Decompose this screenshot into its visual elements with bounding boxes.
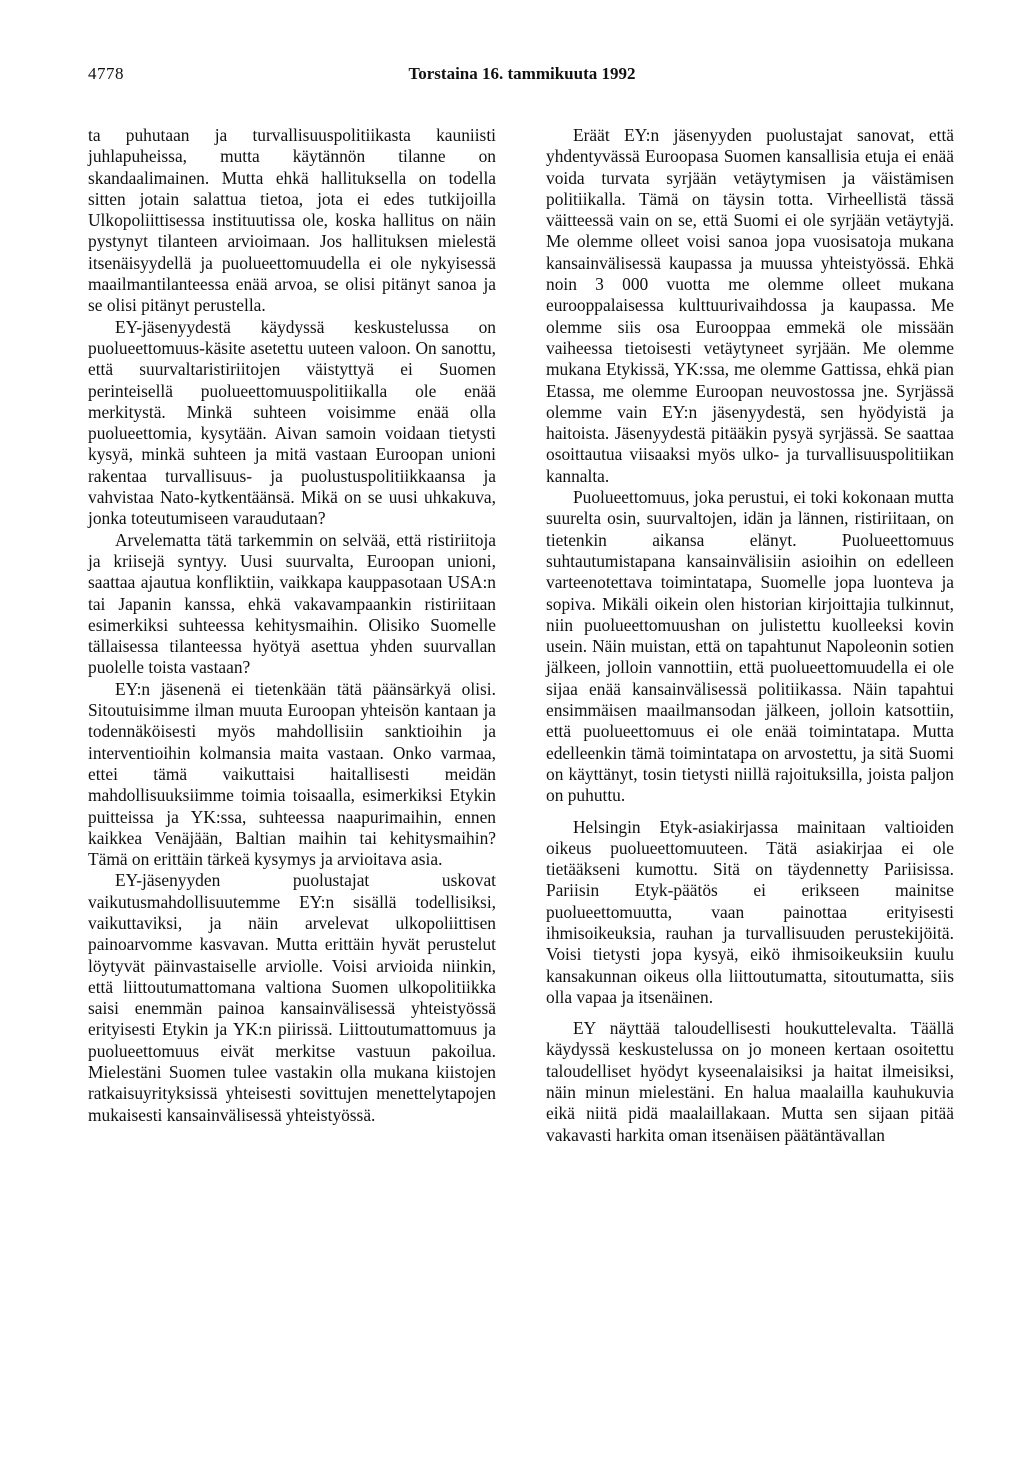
page-number: 4778 xyxy=(88,64,124,83)
paragraph: Puolueettomuus, joka perustui, ei toki kokonaan mutta suurelta osin, suurvaltojen, idän ja lännen, ristiriitaan, on tietenkin aikansa elänyt. Puolueettomuus suhtautumistapana kansainvälisiin asioihin on edelleen varteenotettava toimintatapa, Suomelle jopa luonteva ja sopiva. Mikäli oikein olen historian kirjoittajia tulkinnut, niin puolueettomuushan on julistettu kuolleeksi kovin usein. Näin muistan, että on tapahtunut Napoleonin sotien jälkeen, jolloin vannottiin, että puolueettomuudella ei ole sijaa enää kansainvälisessä politiikassa. Näin tapahtui ensimmäisen maailmansodan jälkeen, jolloin katsottiin, että puolueettomuus ei ole enää toimintatapa. Mutta edelleenkin tämä toimintatapa on arvostettu, ja sitä Suomi on käyttänyt, tosin tietysti niillä rajoituksilla, joista paljon on puhuttu. xyxy=(546,487,954,806)
right-column xyxy=(546,125,954,1146)
left-column xyxy=(88,125,496,1126)
page-header xyxy=(88,64,956,86)
paragraph: Eräät EY:n jäsenyyden puolustajat sanovat, että yhdentyvässä Euroopasa Suomen kansallisia etuja ei enää voida turvata syrjään vetäytymisen ja väistämisen politiikalla. Tämä on täysin totta. Virheellistä tässä väitteessä vain on se, että Suomi ei ole syrjään vetäytyjä. Me olemme olleet voisi sanoa jopa vuosisatoja mukana kansainvälisessä kaupassa ja muussa yhteistyössä. Ehkä noin 3 000 vuotta me olemme olleet mukana eurooppalaisessa kulttuurivaihdossa ja kaupassa. Me olemme siis osa Eurooppaa emmekä ole missään vaiheessa tietoisesti vetäytyneet syrjään. Me olemme mukana Etykissä, YK:ssa, me olemme Gattissa, ehkä pian Etassa, me olemme Euroopan neuvostossa jne. Syrjässä olemme vain EY:n jäsenyydestä, sen hyödyistä ja haitoista. Jäsenyydestä pitääkin pysyä syrjässä. Se saattaa osoittautua viisaaksi myös ulko- ja turvallisuuspolitiikan kannalta. xyxy=(546,125,954,486)
paragraph: ta puhutaan ja turvallisuuspolitiikasta kauniisti juhlapuheissa, mutta käytännön tilanne on skandaalimainen. Mutta ehkä hallituksella on todella sitten jotain salattua tietoa, jota ei edes tutkijoilla Ulkopoliittisessa instituutissa ole, koska hallitus on näin pystynyt tilanteen arvioimaan. Jos hallituksen mielestä itsenäisyydellä ja puolueettomuudella ei ole nykyisessä maailmantilanteessa enää arvoa, se olisi pitänyt sanoa ja se olisi pitänyt perustella. xyxy=(88,125,496,316)
paragraph: EY-jäsenyydestä käydyssä keskustelussa on puolueettomuus-käsite asetettu uuteen valoon. On sanottu, että suurvaltaristiriitojen väistyttyä ei Suomen perinteisellä puolueettomuuspolitiikalla ole enää merkitystä. Minkä suhteen voisimme enää olla puolueettomia, kysytään. Aivan samoin voidaan tietysti kysyä, minkä suhteen ja mitä vastaan Euroopan unioni rakentaa turvallisuus- ja puolustuspolitiikkaansa ja vahvistaa Nato-kytkentäänsä. Mikä on se uusi uhkakuva, jonka toteutumiseen varaudutaan? xyxy=(88,316,496,529)
paragraph: EY-jäsenyyden puolustajat uskovat vaikutusmahdollisuutemme EY:n sisällä todellisiksi, vaikuttaviksi, ja näin arvelevat ulkopoliittisen painoarvomme kasvavan. Mutta erittäin hyvät perustelut löytyvät päinvastaiselle arviolle. Voisi arvioida niinkin, että liittoutumattomana valtiona Suomen ulkopolitiikka saisi enemmän painoa kansainvälisessä yhteistyössä erityisesti Etykin ja YK:n piirissä. Liittoutumattomuus ja puolueettomuus eivät merkitse vastuun pakoilua. Mielestäni Suomen tulee vastakin olla mukana kiistojen ratkaisuyrityksissä yhteisesti sovittujen menettelytapojen mukaisesti kansainvälisessä yhteistyössä. xyxy=(88,870,496,1125)
session-date-heading: Torstaina 16. tammikuuta 1992 xyxy=(408,64,636,83)
paragraph: Helsingin Etyk-asiakirjassa mainitaan valtioiden oikeus puolueettomuuteen. Tätä asiakirjaa ei ole tietääkseni kumottu. Sitä on täydennetty Pariisissa. Pariisin Etyk-päätös ei erikseen mainitse puolueettomuutta, vaan painottaa erityisesti ihmisoikeuksia, rauhan ja turvallisuuden perustekijöitä. Voisi tietysti jopa kysyä, eikö ihmisoikeuksiin kuulu kansakunnan oikeus olla liittoutumatta, sitoutumatta, siis olla vapaa ja itsenäinen. xyxy=(546,816,954,1007)
paragraph: EY:n jäsenenä ei tietenkään tätä päänsärkyä olisi. Sitoutuisimme ilman muuta Euroopan yhteisön kantaan ja todennäköisesti myös mahdollisiin sanktioihin ja interventioihin kolmansia maita vastaan. Onko varmaa, ettei tämä vaikuttaisi haitallisesti meidän mahdollisuuksiimme toimia toisaalla, esimerkiksi Etykin puitteissa ja YK:ssa, suhteessa naapurimaihin, ennen kaikkea Venäjään, Baltian maihin tai kehitysmaihin? Tämä on erittäin tärkeä kysymys ja arvioitava asia. xyxy=(88,678,496,870)
paragraph: EY näyttää taloudellisesti houkuttelevalta. Täällä käydyssä keskustelussa on jo moneen kertaan osoitettu taloudelliset hyödyt kyseenalaisiksi ja haitat ilmeisiksi, näin minun mielestäni. En halua maalailla kauhukuvia eikä niitä pidä maalaillakaan. Mutta sen sijaan pitää vakavasti harkita oman itsenäisen päätäntävallan xyxy=(546,1018,954,1145)
paragraph: Arvelematta tätä tarkemmin on selvää, että ristiriitoja ja kriisejä syntyy. Uusi suurvalta, Euroopan unioni, saattaa ajautua konfliktiin, vaikkapa kauppasotaan USA:n tai Japanin kanssa, ehkä vakavampaankin ristiriitaan esimerkiksi suhteessa kehitysmaihin. Olisiko Suomelle tällaisessa tilanteessa hyötyä asettua yhden suurvallan puolelle toista vastaan? xyxy=(88,529,496,678)
